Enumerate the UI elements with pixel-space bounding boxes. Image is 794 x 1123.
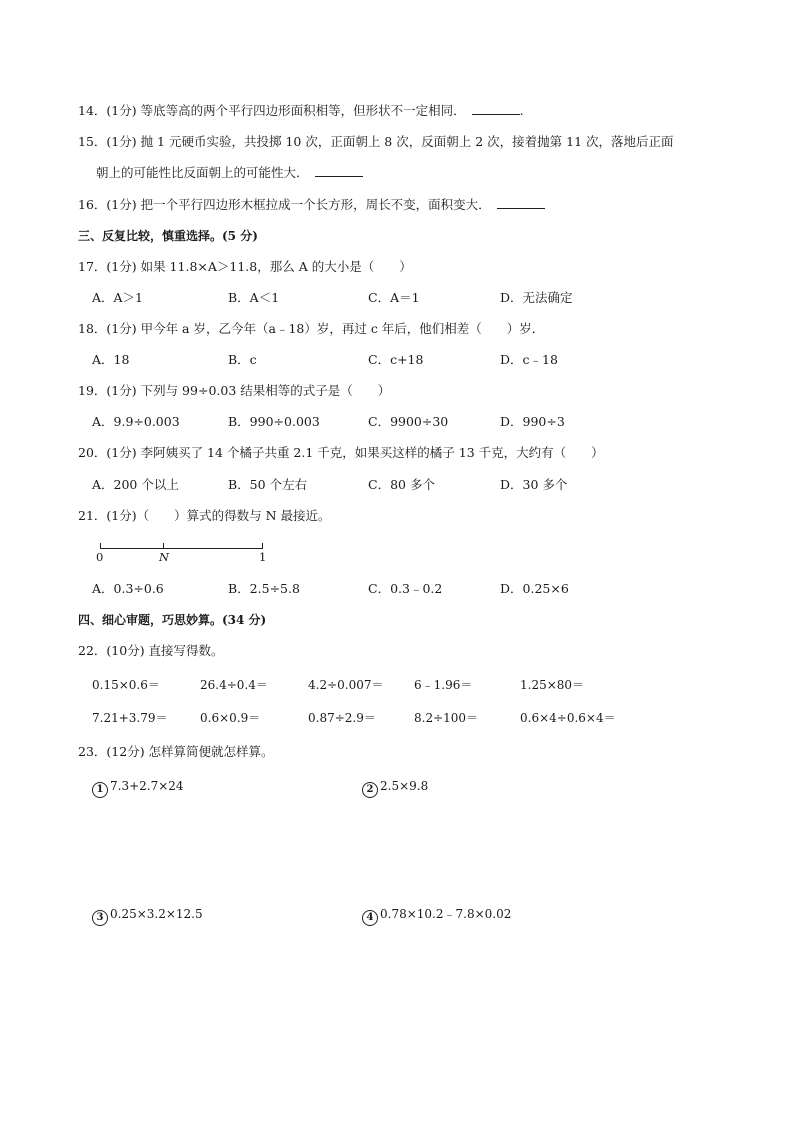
circled-number-4: 4 <box>362 910 378 926</box>
answer-blank-16[interactable] <box>497 196 545 209</box>
q21-option-b[interactable]: B．2.5÷5.8 <box>228 581 300 596</box>
q19-option-a[interactable]: A．9.9÷0.003 <box>92 414 180 429</box>
question-14-tail: . <box>519 103 524 118</box>
number-line <box>96 540 266 564</box>
question-14-text: 14．(1分) 等底等高的两个平行四边形面积相等，但形状不一定相同． <box>78 103 466 118</box>
number-line-axis <box>100 548 262 549</box>
calc-item: 0.87÷2.9＝ <box>308 711 376 725</box>
calc-item: 6﹣1.96＝ <box>414 678 473 692</box>
q23-expr-3: 0.25×3.2×12.5 <box>110 907 203 921</box>
question-18-stem: 18．(1分) 甲今年 a 岁，乙今年（a﹣18）岁，再过 c 年后，他们相差（ ）岁． <box>78 321 545 336</box>
question-20-stem: 20．(1分) 李阿姨买了 14 个橘子共重 2.1 千克，如果买这样的橘子 13 千克，大约有（ ） <box>78 445 604 460</box>
q21-option-c[interactable]: C．0.3﹣0.2 <box>368 581 443 596</box>
calc-item: 0.6×4÷0.6×4＝ <box>520 711 616 725</box>
q18-option-c[interactable]: C．c+18 <box>368 352 424 367</box>
number-line-tick-0 <box>100 543 101 549</box>
number-line-tick-1 <box>262 543 263 549</box>
q23-item-4 <box>362 905 511 926</box>
question-16 <box>78 196 545 214</box>
q21-option-a[interactable]: A．0.3÷0.6 <box>92 581 164 596</box>
q19-option-b[interactable]: B．990÷0.003 <box>228 414 320 429</box>
q23-expr-1: 7.3+2.7×24 <box>110 779 184 793</box>
question-15-line2 <box>96 164 363 182</box>
circled-number-1: 1 <box>92 782 108 798</box>
number-line-label-1: 1 <box>259 550 267 564</box>
circled-number-2: 2 <box>362 782 378 798</box>
question-23-stem: 23．(12分) 怎样算简便就怎样算。 <box>78 744 274 759</box>
q17-option-b[interactable]: B．A＜1 <box>228 290 280 305</box>
answer-blank-14[interactable] <box>472 102 520 115</box>
q20-option-b[interactable]: B．50 个左右 <box>228 477 308 492</box>
section-3-title: 三、反复比较，慎重选择。(5 分) <box>78 229 258 243</box>
calc-item: 0.15×0.6＝ <box>92 678 160 692</box>
q20-option-c[interactable]: C．80 多个 <box>368 477 435 492</box>
question-21-stem: 21．(1分)（ ）算式的得数与 N 最接近。 <box>78 508 331 523</box>
question-15-line1: 15．(1分) 抛 1 元硬币实验，共投掷 10 次，正面朝上 8 次，反面朝上 2 次，接着抛第 11 次，落地后正面 <box>78 134 674 149</box>
q19-option-d[interactable]: D．990÷3 <box>500 414 565 429</box>
number-line-tick-n <box>163 543 164 549</box>
q20-option-d[interactable]: D．30 多个 <box>500 477 568 492</box>
q19-option-c[interactable]: C．9900÷30 <box>368 414 449 429</box>
q18-option-a[interactable]: A．18 <box>92 352 130 367</box>
q18-option-b[interactable]: B．c <box>228 352 257 367</box>
q23-expr-4: 0.78×10.2﹣7.8×0.02 <box>380 907 512 921</box>
question-16-text: 16．(1分) 把一个平行四边形木框拉成一个长方形，周长不变，面积变大． <box>78 197 491 212</box>
question-22-stem: 22．(10分) 直接写得数。 <box>78 643 224 658</box>
q17-option-a[interactable]: A．A＞1 <box>92 290 144 305</box>
question-15-line2-text: 朝上的可能性比反面朝上的可能性大． <box>96 165 309 180</box>
q23-item-2 <box>362 777 428 798</box>
calc-item: 4.2÷0.007＝ <box>308 678 384 692</box>
q23-item-3 <box>92 905 203 926</box>
q23-item-1 <box>92 777 184 798</box>
number-line-label-n: N <box>159 550 170 564</box>
question-19-stem: 19．(1分) 下列与 99÷0.03 结果相等的式子是（ ） <box>78 383 391 398</box>
q21-option-d[interactable]: D．0.25×6 <box>500 581 569 596</box>
calc-item: 1.25×80＝ <box>520 678 585 692</box>
question-14 <box>78 102 524 120</box>
q23-expr-2: 2.5×9.8 <box>380 779 429 793</box>
q18-option-d[interactable]: D．c﹣18 <box>500 352 558 367</box>
q17-option-d[interactable]: D．无法确定 <box>500 290 573 305</box>
calc-item: 7.21+3.79＝ <box>92 711 168 725</box>
section-4-title: 四、细心审题，巧思妙算。(34 分) <box>78 613 267 627</box>
calc-item: 0.6×0.9＝ <box>200 711 261 725</box>
circled-number-3: 3 <box>92 910 108 926</box>
calc-item: 26.4÷0.4＝ <box>200 678 268 692</box>
question-17-stem: 17．(1分) 如果 11.8×A＞11.8，那么 A 的大小是（ ） <box>78 259 412 274</box>
q17-option-c[interactable]: C．A＝1 <box>368 290 420 305</box>
calc-item: 8.2÷100＝ <box>414 711 479 725</box>
number-line-label-0: 0 <box>96 550 104 564</box>
q20-option-a[interactable]: A．200 个以上 <box>92 477 179 492</box>
answer-blank-15[interactable] <box>315 164 363 177</box>
